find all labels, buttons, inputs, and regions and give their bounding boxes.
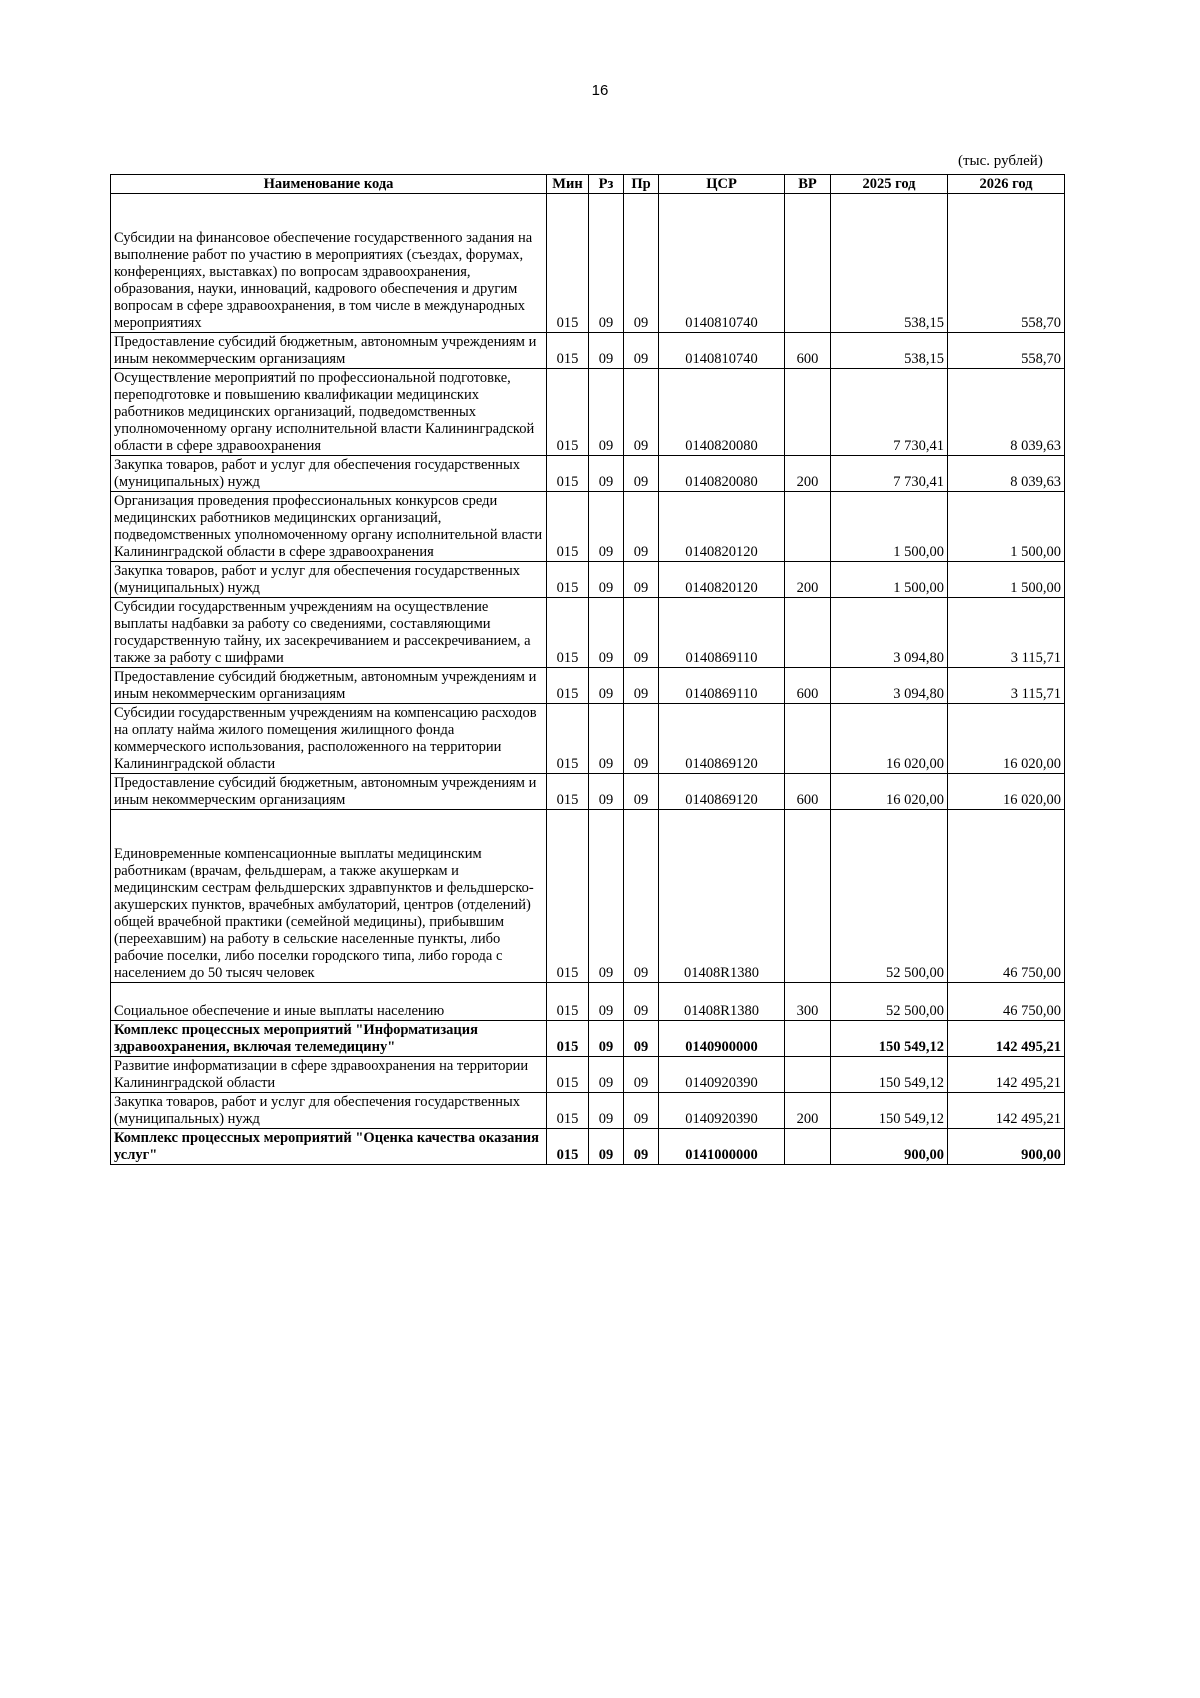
table-row bbox=[111, 598, 1065, 668]
row-2025: 7 730,41 bbox=[831, 456, 948, 492]
row-rz: 09 bbox=[589, 492, 624, 562]
row-vr bbox=[785, 194, 831, 333]
row-2025: 150 549,12 bbox=[831, 1093, 948, 1129]
row-csr: 0141000000 bbox=[659, 1129, 785, 1165]
row-2026: 1 500,00 bbox=[948, 492, 1065, 562]
row-2025: 1 500,00 bbox=[831, 562, 948, 598]
row-name: Предоставление субсидий бюджетным, автономным учреждениям и иным некоммерческим организациям bbox=[111, 668, 547, 704]
row-min: 015 bbox=[547, 1057, 589, 1093]
row-2026: 8 039,63 bbox=[948, 456, 1065, 492]
row-2026: 1 500,00 bbox=[948, 562, 1065, 598]
row-2026: 3 115,71 bbox=[948, 598, 1065, 668]
table-row bbox=[111, 1057, 1065, 1093]
row-rz: 09 bbox=[589, 1057, 624, 1093]
column-header-min: Мин bbox=[547, 175, 589, 194]
row-2026: 142 495,21 bbox=[948, 1021, 1065, 1057]
row-vr bbox=[785, 1129, 831, 1165]
row-2025: 52 500,00 bbox=[831, 983, 948, 1021]
row-2025: 52 500,00 bbox=[831, 810, 948, 983]
table-row bbox=[111, 668, 1065, 704]
row-min: 015 bbox=[547, 983, 589, 1021]
row-min: 015 bbox=[547, 1021, 589, 1057]
row-name: Закупка товаров, работ и услуг для обеспечения государственных (муниципальных) нужд bbox=[111, 562, 547, 598]
row-2026: 900,00 bbox=[948, 1129, 1065, 1165]
table-row bbox=[111, 369, 1065, 456]
row-2025: 538,15 bbox=[831, 194, 948, 333]
column-header-rz: Рз bbox=[589, 175, 624, 194]
row-vr bbox=[785, 1021, 831, 1057]
row-2025: 538,15 bbox=[831, 333, 948, 369]
page-number: 16 bbox=[591, 82, 609, 99]
row-csr: 0140869120 bbox=[659, 704, 785, 774]
row-vr bbox=[785, 704, 831, 774]
row-name: Закупка товаров, работ и услуг для обеспечения государственных (муниципальных) нужд bbox=[111, 1093, 547, 1129]
row-vr: 600 bbox=[785, 333, 831, 369]
column-header-2026: 2026 год bbox=[948, 175, 1065, 194]
row-2025: 1 500,00 bbox=[831, 492, 948, 562]
row-pr: 09 bbox=[624, 492, 659, 562]
row-2026: 46 750,00 bbox=[948, 983, 1065, 1021]
row-2025: 900,00 bbox=[831, 1129, 948, 1165]
row-pr: 09 bbox=[624, 333, 659, 369]
row-2025: 16 020,00 bbox=[831, 704, 948, 774]
column-header-2025: 2025 год bbox=[831, 175, 948, 194]
row-pr: 09 bbox=[624, 456, 659, 492]
table-row bbox=[111, 456, 1065, 492]
row-pr: 09 bbox=[624, 562, 659, 598]
row-vr bbox=[785, 369, 831, 456]
table-row bbox=[111, 704, 1065, 774]
row-name: Единовременные компенсационные выплаты медицинским работникам (врачам, фельдшерам, а также акушеркам и медицинским сестрам фельдшерских здравпунктов и фельдшерско-акушерских пунктов, врачебных амбулаторий, центров (отделений) общей врачебной практики (семейной медицины), прибывшим (переехавшим) на работу в сельские населенные пункты, либо рабочие поселки, либо поселки городского типа, либо города с населением до 50 тысяч человек bbox=[111, 810, 547, 983]
row-csr: 01408R1380 bbox=[659, 810, 785, 983]
row-min: 015 bbox=[547, 562, 589, 598]
table-row bbox=[111, 562, 1065, 598]
row-vr bbox=[785, 492, 831, 562]
row-csr: 0140869110 bbox=[659, 668, 785, 704]
table-row bbox=[111, 774, 1065, 810]
row-rz: 09 bbox=[589, 704, 624, 774]
row-csr: 0140900000 bbox=[659, 1021, 785, 1057]
table-header-row bbox=[111, 175, 1065, 194]
row-pr: 09 bbox=[624, 598, 659, 668]
row-name: Субсидии на финансовое обеспечение государственного задания на выполнение работ по участию в мероприятиях (съездах, форумах, конференциях, выставках) по вопросам здравоохранения, образования, науки, инноваций, кадрового обеспечения и другим вопросам в сфере здравоохранения, в том числе в международных мероприятиях bbox=[111, 194, 547, 333]
row-pr: 09 bbox=[624, 668, 659, 704]
row-2026: 8 039,63 bbox=[948, 369, 1065, 456]
row-pr: 09 bbox=[624, 369, 659, 456]
row-2026: 558,70 bbox=[948, 194, 1065, 333]
row-rz: 09 bbox=[589, 1093, 624, 1129]
row-2025: 7 730,41 bbox=[831, 369, 948, 456]
row-pr: 09 bbox=[624, 983, 659, 1021]
row-name: Развитие информатизации в сфере здравоохранения на территории Калининградской области bbox=[111, 1057, 547, 1093]
row-2025: 3 094,80 bbox=[831, 598, 948, 668]
row-vr bbox=[785, 1057, 831, 1093]
column-header-vr: ВР bbox=[785, 175, 831, 194]
row-csr: 0140920390 bbox=[659, 1057, 785, 1093]
row-pr: 09 bbox=[624, 774, 659, 810]
row-name: Предоставление субсидий бюджетным, автономным учреждениям и иным некоммерческим организациям bbox=[111, 333, 547, 369]
row-pr: 09 bbox=[624, 194, 659, 333]
row-csr: 0140810740 bbox=[659, 194, 785, 333]
row-rz: 09 bbox=[589, 369, 624, 456]
row-csr: 0140810740 bbox=[659, 333, 785, 369]
row-rz: 09 bbox=[589, 456, 624, 492]
row-csr: 0140820080 bbox=[659, 456, 785, 492]
table-row bbox=[111, 194, 1065, 333]
row-rz: 09 bbox=[589, 810, 624, 983]
row-name: Социальное обеспечение и иные выплаты населению bbox=[111, 983, 547, 1021]
column-header-name: Наименование кода bbox=[111, 175, 547, 194]
row-vr: 300 bbox=[785, 983, 831, 1021]
row-2026: 142 495,21 bbox=[948, 1093, 1065, 1129]
row-csr: 0140869120 bbox=[659, 774, 785, 810]
row-pr: 09 bbox=[624, 1021, 659, 1057]
row-rz: 09 bbox=[589, 668, 624, 704]
row-csr: 0140820080 bbox=[659, 369, 785, 456]
row-pr: 09 bbox=[624, 704, 659, 774]
row-2026: 3 115,71 bbox=[948, 668, 1065, 704]
row-min: 015 bbox=[547, 492, 589, 562]
table-row bbox=[111, 1021, 1065, 1057]
row-min: 015 bbox=[547, 333, 589, 369]
units-label: (тыс. рублей) bbox=[958, 153, 1043, 169]
row-name: Субсидии государственным учреждениям на осуществление выплаты надбавки за работу со сведениями, составляющими государственную тайну, их засекречиванием и рассекречиванием, а также за работу с шифрами bbox=[111, 598, 547, 668]
row-csr: 0140820120 bbox=[659, 562, 785, 598]
row-vr: 200 bbox=[785, 1093, 831, 1129]
row-min: 015 bbox=[547, 1129, 589, 1165]
row-vr bbox=[785, 810, 831, 983]
row-vr: 200 bbox=[785, 456, 831, 492]
row-min: 015 bbox=[547, 774, 589, 810]
column-header-pr: Пр bbox=[624, 175, 659, 194]
row-name: Субсидии государственным учреждениям на компенсацию расходов на оплату найма жилого помещения жилищного фонда коммерческого использования, расположенного на территории Калининградской области bbox=[111, 704, 547, 774]
table-row bbox=[111, 1093, 1065, 1129]
table-row bbox=[111, 983, 1065, 1021]
budget-table bbox=[110, 174, 1065, 1165]
row-min: 015 bbox=[547, 704, 589, 774]
row-min: 015 bbox=[547, 598, 589, 668]
row-vr: 600 bbox=[785, 774, 831, 810]
row-rz: 09 bbox=[589, 333, 624, 369]
row-min: 015 bbox=[547, 456, 589, 492]
row-rz: 09 bbox=[589, 562, 624, 598]
row-min: 015 bbox=[547, 810, 589, 983]
row-rz: 09 bbox=[589, 598, 624, 668]
row-csr: 0140920390 bbox=[659, 1093, 785, 1129]
row-name: Организация проведения профессиональных конкурсов среди медицинских работников медицинских организаций, подведомственных уполномоченному органу исполнительной власти Калининградской области в сфере здравоохранения bbox=[111, 492, 547, 562]
row-name: Осуществление мероприятий по профессиональной подготовке, переподготовке и повышению квалификации медицинских работников медицинских организаций, подведомственных уполномоченному органу исполнительной власти Калининградской области в сфере здравоохранения bbox=[111, 369, 547, 456]
row-vr: 200 bbox=[785, 562, 831, 598]
row-2025: 150 549,12 bbox=[831, 1057, 948, 1093]
row-name: Закупка товаров, работ и услуг для обеспечения государственных (муниципальных) нужд bbox=[111, 456, 547, 492]
row-csr: 0140869110 bbox=[659, 598, 785, 668]
row-2026: 16 020,00 bbox=[948, 774, 1065, 810]
row-pr: 09 bbox=[624, 1093, 659, 1129]
row-name: Комплекс процессных мероприятий "Оценка качества оказания услуг" bbox=[111, 1129, 547, 1165]
row-csr: 01408R1380 bbox=[659, 983, 785, 1021]
table-row bbox=[111, 1129, 1065, 1165]
row-pr: 09 bbox=[624, 1057, 659, 1093]
row-rz: 09 bbox=[589, 1129, 624, 1165]
row-pr: 09 bbox=[624, 1129, 659, 1165]
row-pr: 09 bbox=[624, 810, 659, 983]
row-min: 015 bbox=[547, 194, 589, 333]
row-rz: 09 bbox=[589, 983, 624, 1021]
table-row bbox=[111, 492, 1065, 562]
row-name: Комплекс процессных мероприятий "Информатизация здравоохранения, включая телемедицину" bbox=[111, 1021, 547, 1057]
row-min: 015 bbox=[547, 668, 589, 704]
row-vr bbox=[785, 598, 831, 668]
row-name: Предоставление субсидий бюджетным, автономным учреждениям и иным некоммерческим организациям bbox=[111, 774, 547, 810]
row-vr: 600 bbox=[785, 668, 831, 704]
row-2026: 142 495,21 bbox=[948, 1057, 1065, 1093]
row-2025: 16 020,00 bbox=[831, 774, 948, 810]
row-min: 015 bbox=[547, 369, 589, 456]
row-rz: 09 bbox=[589, 194, 624, 333]
row-2026: 16 020,00 bbox=[948, 704, 1065, 774]
row-2026: 46 750,00 bbox=[948, 810, 1065, 983]
row-rz: 09 bbox=[589, 774, 624, 810]
row-min: 015 bbox=[547, 1093, 589, 1129]
row-rz: 09 bbox=[589, 1021, 624, 1057]
row-2025: 3 094,80 bbox=[831, 668, 948, 704]
table-row bbox=[111, 810, 1065, 983]
table-row bbox=[111, 333, 1065, 369]
row-2025: 150 549,12 bbox=[831, 1021, 948, 1057]
row-csr: 0140820120 bbox=[659, 492, 785, 562]
row-2026: 558,70 bbox=[948, 333, 1065, 369]
column-header-csr: ЦСР bbox=[659, 175, 785, 194]
